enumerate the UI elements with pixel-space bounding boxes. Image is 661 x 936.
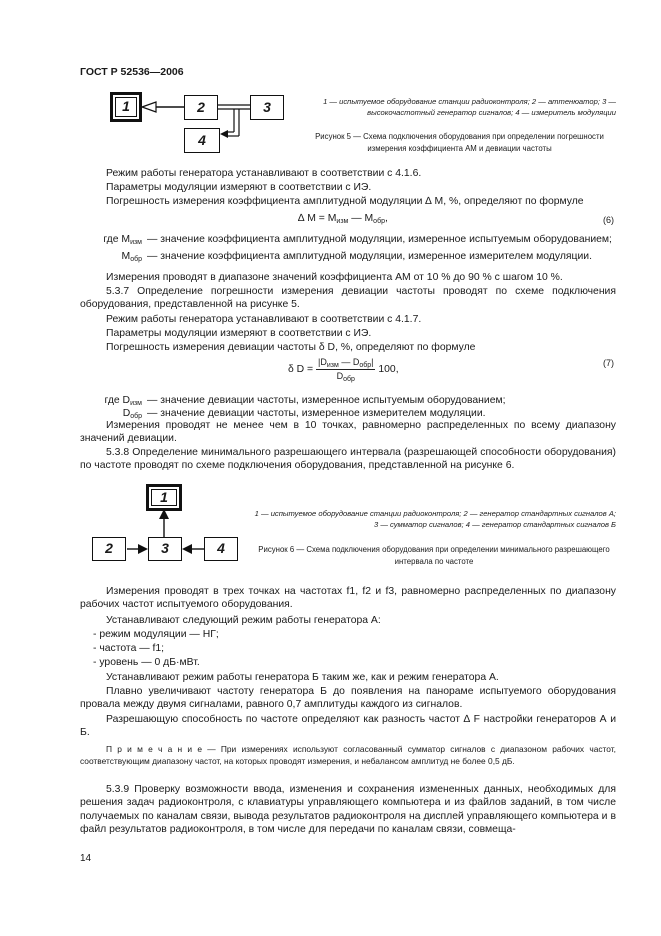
paragraph: Параметры модуляции измеряют в соответствии с ИЭ.: [106, 328, 372, 339]
paragraph: Измерения проводят не менее чем в 10 точках, равномерно распределенных по всему диапазону значений девиации.: [80, 420, 616, 445]
paragraph: Параметры модуляции измеряют в соответствии с ИЭ.: [106, 182, 372, 193]
paragraph: Разрешающую способность по частоте определяют как разность частот ∆ F настройки генераторов А и Б.: [80, 714, 616, 739]
paragraph-5-3-8: 5.3.8 Определение минимального разрешающего интервала (разрешающей способности оборудования) по частоте проводят по схеме подключения оборудования, представленной на рисунке 6.: [80, 447, 616, 472]
figure-6-diagram: [90, 482, 250, 572]
note-label: П р и м е ч а н и е: [106, 744, 202, 754]
list-item: - уровень — 0 дБ·мВт.: [93, 657, 200, 668]
paragraph: Устанавливают следующий режим работы генератора А:: [106, 615, 381, 626]
note-text: — При измерениях используют согласованный сумматор сигналов с диапазоном рабочих частот, соответствующим диапазону частот, на которых проводят измерения, и небалансом амплитуд не более 0,5 дБ.: [80, 744, 616, 767]
equation-7-legend: где $D_{изм}$ — значение девиации частоты, измеренное испытуемым оборудованием; $D_{обр}$ — значение девиации частоты, измеренное измерителем модуляции.: [104, 395, 506, 420]
figure-6-caption: Рисунок 6 — Схема подключения оборудования при определении минимального разрешающего интервала по частоте: [258, 545, 610, 566]
paragraph: Погрешность измерения девиации частоты δ D, %, определяют по формуле: [106, 342, 476, 353]
list-item: - частота — f1;: [93, 643, 165, 654]
paragraph-5-3-7: 5.3.7 Определение погрешности измерения девиации частоты проводят по схеме подключения оборудования, представленной на рисунке 5.: [80, 286, 616, 311]
fig6-box-4: 4: [204, 537, 238, 561]
paragraph: Измерения проводят в трех точках на частотах f1, f2 и f3, равномерно распределенных по диапазону рабочих частот испытуемого оборудования.: [80, 586, 616, 611]
paragraph: Измерения проводят в диапазоне значений коэффициента АМ от 10 % до 90 % с шагом 10 %.: [106, 272, 563, 283]
paragraph: Режим работы генератора устанавливают в соответствии с 4.1.7.: [106, 314, 422, 325]
paragraph: Режим работы генератора устанавливают в соответствии с 4.1.6.: [106, 168, 422, 179]
document-header: ГОСТ Р 52536—2006: [80, 66, 184, 78]
fig6-box-2: 2: [92, 537, 126, 561]
list-item: - режим модуляции — НГ;: [93, 629, 219, 640]
figure-6-legend: 1 — испытуемое оборудование станции радиоконтроля; 2 — генератор стандартных сигналов А; 3 — сумматор сигналов; 4 — генератор стандартных сигналов Б: [254, 509, 616, 529]
paragraph: Устанавливают режим работы генератора Б таким же, как и режим генератора А.: [106, 672, 499, 683]
page-number: 14: [80, 853, 92, 864]
figure-5-diagram: [100, 88, 300, 160]
fig6-box-1: 1: [146, 484, 182, 511]
fig5-box-3: 3: [250, 95, 284, 120]
paragraph: Плавно увеличивают частоту генератора Б до появления на панораме испытуемого оборудования провала между двумя сигналами, равного 0,7 амплитуды каждого из сигналов.: [80, 686, 616, 711]
equation-number-6: (6): [603, 215, 614, 225]
equation-number-7: (7): [603, 358, 614, 368]
fig6-box-3: 3: [148, 537, 182, 561]
equation-6: ∆ $M = M_{изм}$ — $M_{обр}$,: [298, 213, 388, 225]
equation-7: δ D = $\frac{|D_{изм} — D_{обр}|}{D_{обр}}$ 100,: [288, 357, 399, 383]
fig5-box-1: 1: [110, 92, 142, 122]
note: [80, 743, 616, 768]
figure-5-legend: 1 — испытуемое оборудование станции радиоконтроля; 2 — аттенюатор; 3 — высокочастотный генератор сигналов; 4 — измеритель модуляции: [323, 97, 616, 117]
paragraph: Погрешность измерения коэффициента амплитудной модуляции ∆ M, %, определяют по формуле: [106, 196, 584, 207]
fig5-box-2: 2: [184, 95, 218, 120]
paragraph-5-3-9: 5.3.9 Проверку возможности ввода, изменения и сохранения измененных данных, необходимых для решения задач радиоконтроля, с клавиатуры управляющего компьютера и из файлов заданий, в том числе получаемых по каналам связи, вывода результатов радиоконтроля на дисплей управляющего компьютера и в файл результатов радиоконтроля, в том числе для передачи по каналам связи, совмеща-: [80, 784, 616, 836]
figure-5-caption: Рисунок 5 — Схема подключения оборудования при определении погрешности измерения коэффициента АМ и девиации частоты: [315, 132, 604, 153]
fig5-box-4: 4: [184, 128, 220, 153]
equation-6-legend: где $M_{изм}$ — значение коэффициента амплитудной модуляции, измеренное испытуемым оборудованием; $M_{обр}$ — значение коэффициента амплитудной модуляции, измеренное измерителем модуляции.: [103, 234, 612, 263]
